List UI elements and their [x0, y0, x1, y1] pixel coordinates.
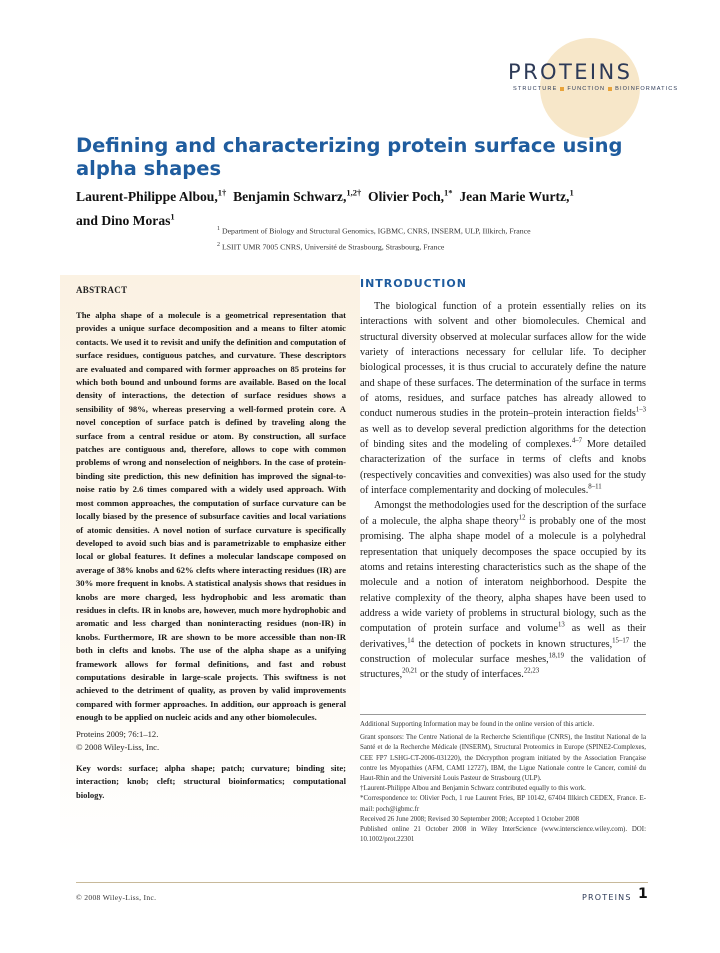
citation-ref: 12	[518, 514, 526, 522]
abstract-heading: ABSTRACT	[76, 285, 128, 295]
intro-text-run: as well as their derivatives,	[360, 623, 646, 650]
author-2: Benjamin Schwarz,$^{1,2\dagger}$	[233, 187, 362, 204]
citation-ref: 13	[557, 621, 565, 629]
author-1: Laurent-Philippe Albou,$^{1\dagger}$	[76, 187, 227, 204]
footnotes	[360, 720, 646, 845]
abstract-text: The alpha shape of a molecule is a geometrical representation that provides a unique surface decomposition and a means to filter atomic contacts. We used it to revisit and unify the definition and computation of surface residues, contiguous patches, and curvature. These descriptors are evaluated and compared with former approaches on 85 proteins for which both bound and unbound forms are available. Based on the local density of interactions, the detection of surface residues shows a sensibility of 98%, whereas preserving a well-formed protein core. A novel conception of surface patch is defined by traveling along the surface from a central residue or atom. By construction, all surface patches are contiguous and, therefore, allows to cope with common problems of wrong and nonselection of neighbors. In the case of protein-binding site prediction, this new definition has improved the signal-to-noise ratio by 2.6 times compared with a widely used approach. With most common approaches, the computation of surface curvature can be locally biased by the presence of subsurface cavities and local variations of atomic densities. A novel notion of surface curvature is specifically developed to avoid such bias and is parametrizable to emphasize either local or global features. It defines a molecular landscape composed on average of 38% knobs and 62% clefts where interacting residues (IR) are 30% more frequent in knobs. A statistical analysis shows that residues in knobs are more charged, less hydrophobic and less aromatic than residues in clefts. IR in knobs are, however, much more hydrophobic and aromatic and less charged than noninteracting residues (non-IR) in knobs. Furthermore, IR are shown to be more accessible than non-IR both in clefts and knobs. The use of the alpha shape as a unifying framework allows for formal definitions, and fast and robust computations desirable in large-scale projects. This swiftness is not achieved to the detriment of quality, as proven by valid improvements compared with former approaches. In addition, our approach is general enough to be applied on nucleic acids and any other biomolecules.	[76, 310, 346, 723]
journal-tagline	[513, 86, 678, 92]
intro-paragraph-2	[360, 498, 646, 682]
tagline-separator	[560, 87, 564, 91]
footnote-grants: Grant sponsors: The Centre National de la Recherche Scientifique (CNRS), the Institut National de la Santé et de la Recherche Médicale (INSERM), Structural Proteomics in Europe (SPINE2-Complexes, CEE FP7 LSHG-CT-2006-031220), the Décrypthon program initiated by the Association Française contre les Myopathies (AFM, CAMI 12727), IBM, the Ligue Nationale contre le Cancer, comité du Haut-Rhin and the Université Louis Pasteur de Strasbourg (ULP).	[360, 734, 646, 783]
intro-text-run: as well as to develop several prediction algorithms for the detection of binding sites and the modeling of complexes.	[360, 423, 646, 451]
intro-text-run: the construction of molecular surface meshes,	[360, 638, 646, 665]
intro-paragraph-1	[360, 299, 646, 498]
intro-text-run: The biological function of a protein essentially relies on its interactions with solvent and other biomolecules. Chemical and structural diversity observed at molecular surfaces allow for the wide variety of interactions necessary for cellular life. To decipher biological processes, it is thus crucial to accurately define the nature and shape of these surfaces. The determination of the surface in terms of atoms, residues, and surface patches has already allowed to conduct numerous studies in the protein–protein interaction fields	[360, 301, 646, 420]
footnote-divider	[360, 714, 646, 715]
tagline-bioinformatics: BIOINFORMATICS	[615, 86, 679, 92]
citation-ref: 20,21	[402, 667, 418, 675]
intro-text-run: the validation of structures,	[360, 653, 646, 681]
tagline-structure: STRUCTURE	[513, 86, 558, 92]
author-list	[76, 182, 656, 231]
citation-ref: 22,23	[523, 667, 540, 675]
intro-text-run: the detection of pockets in known structures,	[414, 638, 613, 650]
intro-text-run: Amongst the methodologies used for the description of the surface of a molecule, the alpha shape theory	[360, 500, 646, 527]
footnote-correspondence: *Correspondence to: Olivier Poch, 1 rue Laurent Fries, BP 10142, 67404 Illkirch CEDEX, France. E-mail: poch@igbmc.fr	[360, 795, 646, 813]
paper-title: Defining and characterizing protein surface using alpha shapes	[76, 134, 623, 180]
page-number: 1	[638, 886, 648, 902]
intro-text-run: or the study of interfaces.	[417, 669, 524, 681]
affiliation-2: $^2$ LSIIT UMR 7005 CNRS, Université de Strasbourg, Strasbourg, France	[217, 242, 445, 252]
tagline-separator	[608, 87, 612, 91]
citation-ref: 4–7	[571, 437, 583, 445]
journal-logo: PROTEINS	[508, 60, 633, 84]
citation-info	[76, 728, 159, 754]
introduction-text	[360, 299, 646, 683]
citation-volume: Proteins 2009; 76:1–12.	[76, 729, 159, 739]
author-4: Jean Marie Wurtz,$^1$	[459, 187, 574, 204]
affiliation-1: $^1$ Department of Biology and Structural Genomics, IGBMC, CNRS, INSERM, ULP, Illkirch, France	[217, 226, 531, 236]
introduction-heading: INTRODUCTION	[360, 277, 467, 290]
footer-journal-name: PROTEINS	[582, 893, 632, 902]
citation-ref: 14	[407, 637, 415, 645]
citation-copyright: © 2008 Wiley-Liss, Inc.	[76, 742, 160, 752]
footnote-equal-contribution: †Laurent-Philippe Albou and Benjamin Schwarz contributed equally to this work.	[360, 785, 586, 793]
citation-ref: 8–11	[588, 483, 602, 491]
keywords: Key words: surface; alpha shape; patch; curvature; binding site; interaction; knob; cleft; structural bioinformatics; computational biology.	[76, 763, 346, 800]
intro-text-run: More detailed characterization of the surface in terms of clefts and knobs (respectively concavities and convexities) was also used for the study of interface complementarity and docking of molecules.	[360, 439, 646, 497]
citation-ref: 18,19	[548, 652, 564, 660]
footer-divider	[76, 882, 648, 883]
footer-copyright: © 2008 Wiley-Liss, Inc.	[76, 893, 157, 902]
footnote-received: Received 26 June 2008; Revised 30 September 2008; Accepted 1 October 2008	[360, 815, 580, 823]
tagline-function: FUNCTION	[567, 86, 606, 92]
footnote-published: Published online 21 October 2008 in Wiley InterScience (www.interscience.wiley.com). DOI: 10.1002/prot.22301	[360, 826, 646, 844]
author-5: and Dino Moras$^1$	[76, 211, 175, 229]
author-3: Olivier Poch,$^{1*}$	[368, 187, 453, 204]
intro-text-run: is probably one of the most promising. The alpha shape model of a molecule is a polyhedral representation that uniquely decomposes the space occupied by its atoms and retains interesting characteristics such as the shape of the molecule and a notion of interatom neighborhood. Despite the relative complexity of the theory, alpha shapes have been used to address a wide variety of problems in structural biology, such as the computation of protein surface and volume	[360, 515, 647, 635]
citation-ref: 1–3	[635, 407, 646, 415]
citation-ref: 15–17	[612, 637, 630, 645]
footnote-supporting: Additional Supporting Information may be found in the online version of this article.	[360, 721, 595, 728]
